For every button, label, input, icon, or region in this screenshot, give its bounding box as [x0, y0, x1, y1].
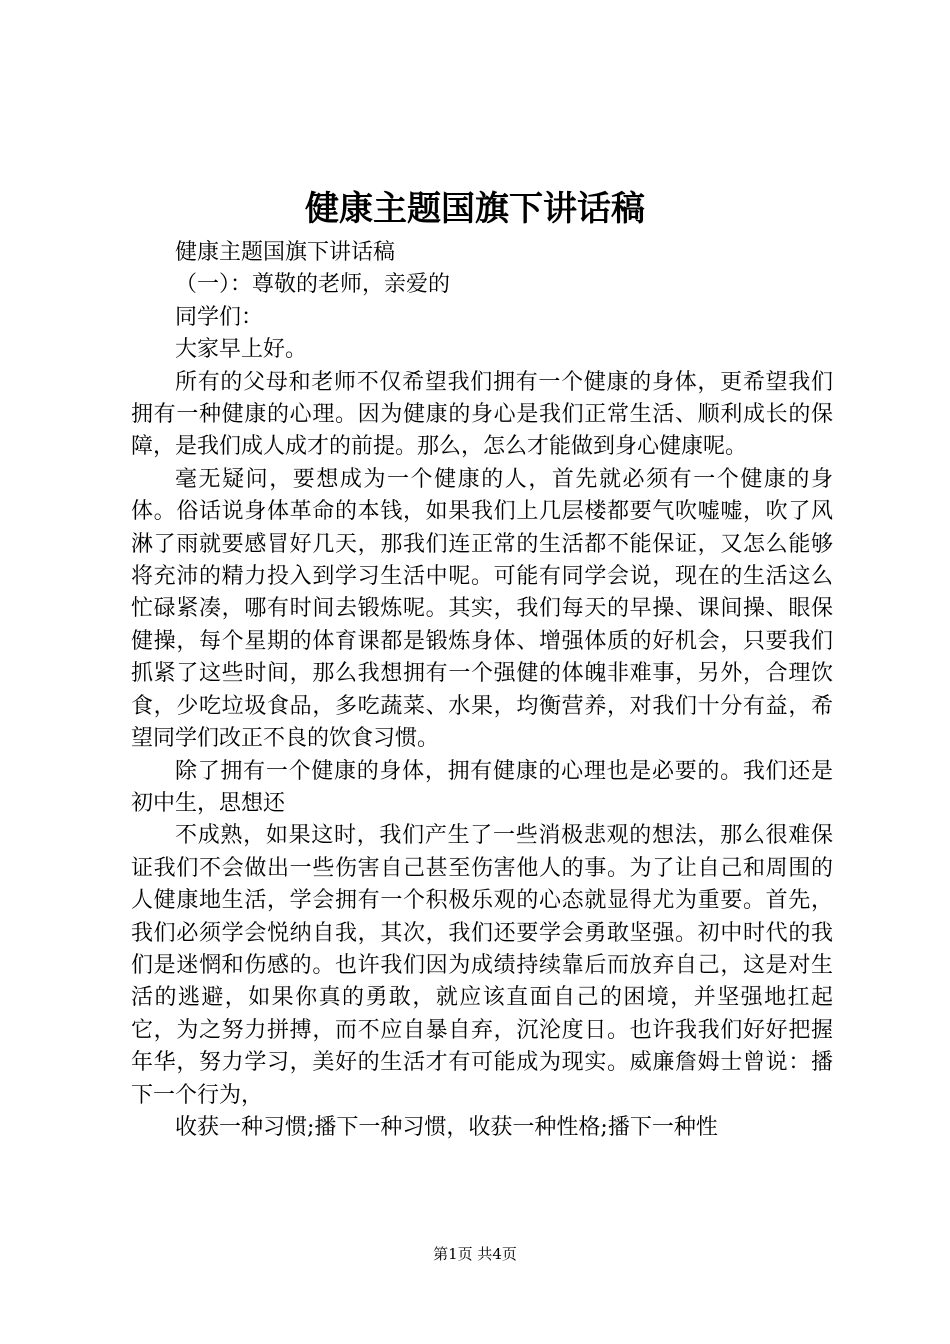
paragraph: 不成熟，如果这时，我们产生了一些消极悲观的想法，那么很难保证我们不会做出一些伤害自己甚至伤害他人的事。为了让自己和周围的人健康地生活，学会拥有一个积极乐观的心态就显得尤为重要。首先，我们必须学会悦纳自我，其次，我们还要学会勇敢坚强。初中时代的我们是迷惘和伤感的。也许我们因为成绩持续靠后而放弃自己，这是对生活的逃避，如果你真的勇敢，就应该直面自己的困境，并坚强地扛起它，为之努力拼搏，而不应自暴自弃，沉沦度日。也许我我们好好把握年华，努力学习，美好的生活才有可能成为现实。威廉詹姆士曾说：播下一个行为，: [131, 823, 833, 1108]
paragraph: 所有的父母和老师不仅希望我们拥有一个健康的身体，更希望我们拥有一种健康的心理。因为健康的身心是我们正常生活、顺利成长的保障，是我们成人成才的前提。那么，怎么才能做到身心健康呢。: [131, 369, 833, 460]
page-number-footer: 第1页 共4页: [433, 1245, 517, 1263]
document-body: [131, 237, 833, 1144]
paragraph: 除了拥有一个健康的身体，拥有健康的心理也是必要的。我们还是初中生，思想还: [131, 758, 833, 816]
paragraph: 健康主题国旗下讲话稿: [175, 240, 396, 265]
document-title: 健康主题国旗下讲话稿: [305, 189, 645, 229]
paragraph: 毫无疑问，要想成为一个健康的人，首先就必须有一个健康的身体。俗话说身体革命的本钱，如果我们上几层楼都要气吹嘘嘘，吹了风淋了雨就要感冒好几天，那我们连正常的生活都不能保证，又怎么能够将充沛的精力投入到学习生活中呢。可能有同学会说，现在的生活这么忙碌紧凑，哪有时间去锻炼呢。其实，我们每天的早操、课间操、眼保健操，每个星期的体育课都是锻炼身体、增强体质的好机会，只要我们抓紧了这些时间，那么我想拥有一个强健的体魄非难事，另外，合理饮食，少吃垃圾食品，多吃蔬菜、水果，均衡营养，对我们十分有益，希望同学们改正不良的饮食习惯。: [131, 466, 833, 752]
paragraph: 同学们：: [175, 304, 264, 330]
paragraph: 收获一种习惯;播下一种习惯，收获一种性格;播下一种性: [175, 1114, 718, 1140]
paragraph: （一）：尊敬的老师，亲爱的: [175, 272, 451, 298]
paragraph: 大家早上好。: [175, 337, 308, 363]
